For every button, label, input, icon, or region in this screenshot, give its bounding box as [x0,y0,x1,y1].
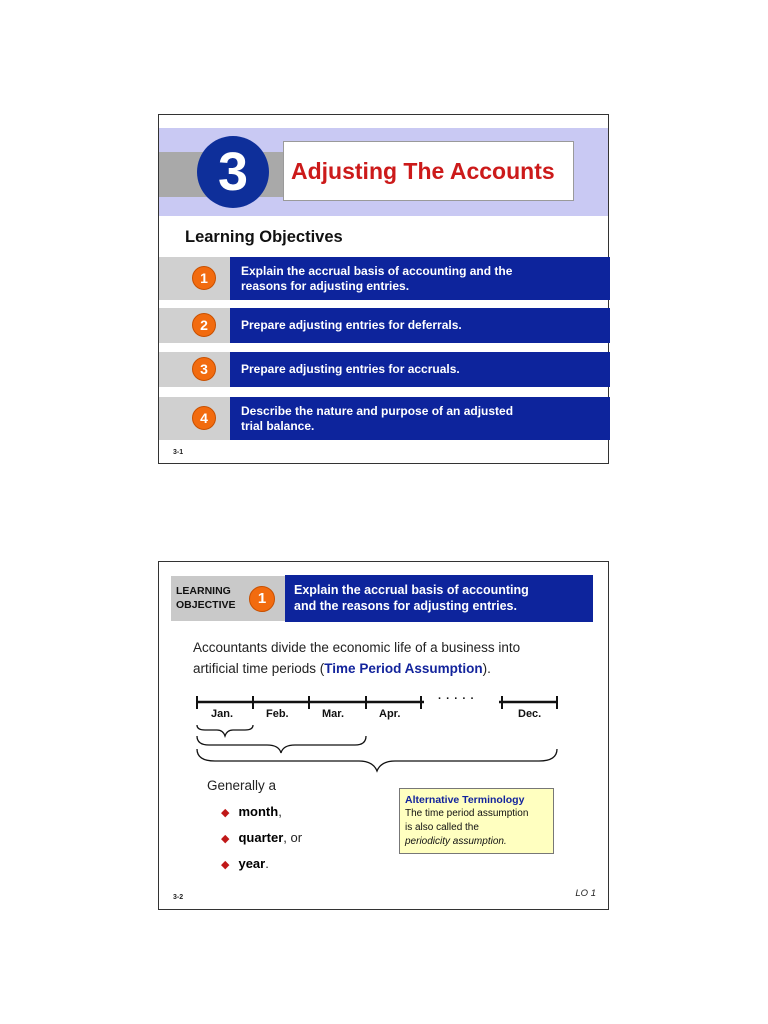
timeline-month-label: Jan. [211,708,234,720]
objective-row-2 [159,308,608,343]
slide-number: 3-1 [173,449,184,456]
slide-1 [158,114,609,464]
objective-text-line: Describe the nature and purpose of an adjusted [241,403,514,418]
generally-text: Generally a [207,778,277,793]
learning-objective-reference: LO 1 [575,888,596,899]
chapter-number-badge: 3 [197,136,269,208]
brace-quarter [197,736,366,753]
objective-number-badge: 2 [192,313,216,337]
objective-number-badge: 1 [192,266,216,290]
objective-number-badge: 4 [192,406,216,430]
objective-row-4 [159,397,608,440]
diamond-bullet-icon: ◆ [221,859,230,871]
diamond-bullet-icon: ◆ [221,807,230,819]
learning-objective-label: LEARNING OBJECTIVE [176,585,236,611]
objective-banner: Explain the accrual basis of accounting and the reasons for adjusting entries. [285,575,593,622]
timeline-month-label: Dec. [518,708,542,720]
timeline-month-label: Apr. [379,708,401,720]
objective-number-badge: 3 [192,357,216,381]
objective-text [230,308,610,343]
brace-year [197,749,557,771]
slide-2 [158,561,609,910]
bullet-item: ◆ year. [221,856,269,871]
learning-objectives-heading: Learning Objectives [185,228,343,246]
objective-row-1 [159,257,608,300]
diamond-bullet-icon: ◆ [221,833,230,845]
timeline-month-label: Feb. [266,708,289,720]
timeline-diagram [159,562,608,782]
chapter-title: Adjusting The Accounts [291,157,555,184]
objective-row-3 [159,352,608,387]
body-paragraph: Accountants divide the economic life of a business into artificial time periods (Time Period Assumption). [193,640,521,676]
objective-text-line: Prepare adjusting entries for deferrals. [241,318,462,332]
brace-month [197,725,253,736]
objective-text-line: Explain the accrual basis of accounting and the [241,263,513,278]
objective-text-line: trial balance. [241,418,315,433]
objective-text-line: reasons for adjusting entries. [241,278,410,293]
alternative-terminology-title: Alternative Terminology [405,794,525,806]
alternative-terminology-box: Alternative Terminology The time period assumption is also called the periodicity assumption. [399,788,554,854]
objective-text [230,397,610,440]
time-period-assumption-term: Time Period Assumption [324,661,483,676]
timeline-ellipsis: . . . . . [438,690,475,702]
objective-number-badge: 1 [249,586,275,612]
chapter-title-box [283,141,574,201]
objective-text-line: Prepare adjusting entries for accruals. [241,362,460,376]
bullet-item: ◆ quarter, or [221,830,303,845]
slide-number: 3-2 [173,894,184,901]
objective-text [230,257,610,300]
objective-text [230,352,610,387]
timeline-month-label: Mar. [322,708,345,720]
bullet-item: ◆ month, [221,804,282,819]
